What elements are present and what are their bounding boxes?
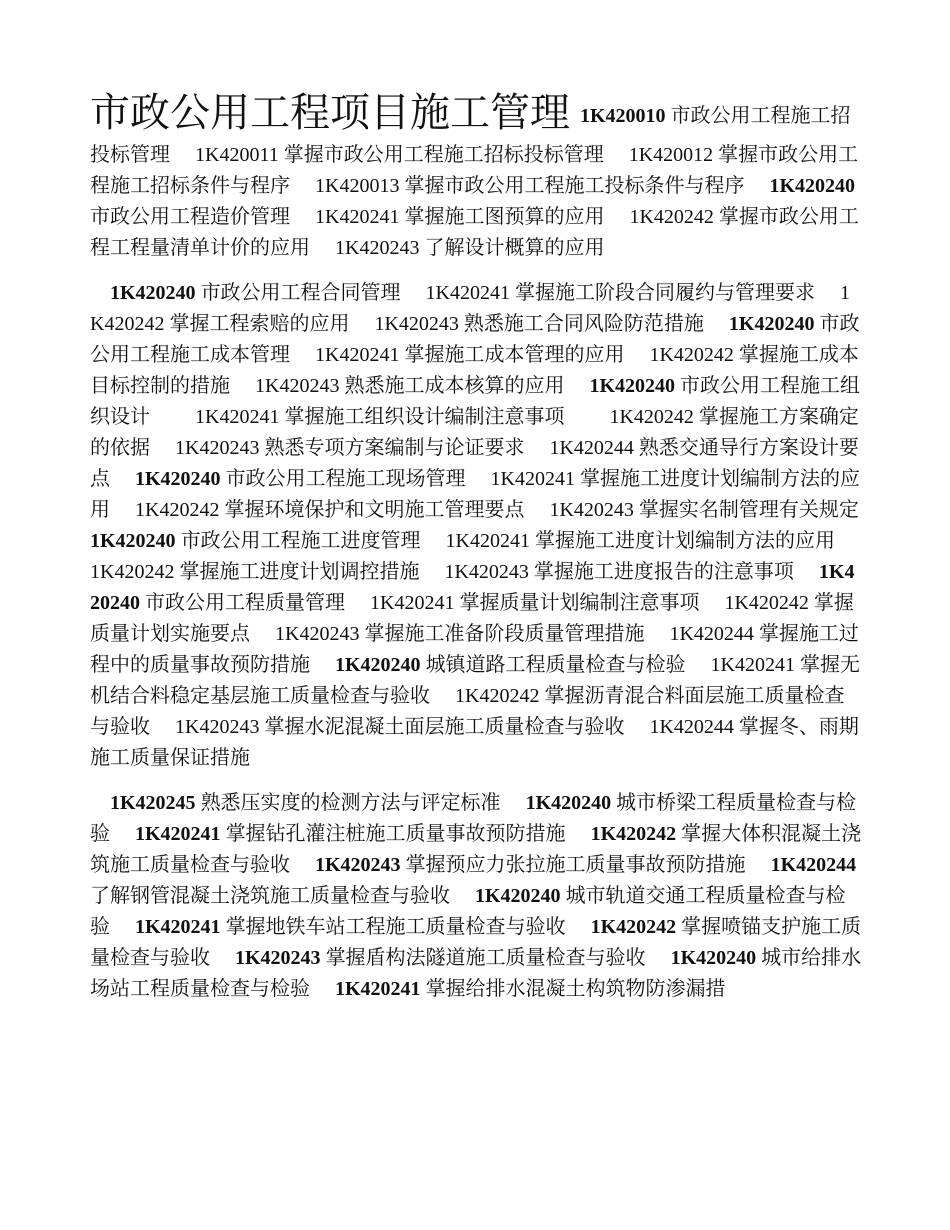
document-page (90, 86, 879, 1005)
section-code: 1K420010 (580, 105, 666, 127)
section-code: 1K420243 (315, 854, 401, 876)
section-code: 1K420240 (769, 175, 856, 197)
paragraph-text: 掌握预应力张拉施工质量事故预防措施 (400, 854, 771, 876)
paragraph-text: 城市给排水场站工程质量检查与检验 (90, 947, 862, 1000)
section-code: 1K420242 (590, 916, 677, 938)
paragraph-text: 掌握大体积混凝土浇筑施工质量检查与验收 (90, 823, 862, 876)
section-code: 1K420243 (235, 947, 321, 969)
paragraph-text: 掌握喷锚支护施工质量检查与验收 (90, 916, 862, 969)
paragraph-text: 城市桥梁工程质量检查与检验 (90, 792, 857, 845)
section-code: 1K420245 (110, 792, 196, 814)
section-code: 1K420240 (335, 654, 421, 676)
section-code: 1K420240 (728, 313, 815, 335)
section-code: 1K420244 (770, 854, 857, 876)
paragraph-text: 市政公用工程质量管理 1K420241 掌握质量计划编制注意事项 1K420242 掌握质量计划实施要点 1K420243 掌握施工准备阶段质量管理措施 1K420244 掌握施工过程中的质量事故预防措施 (90, 592, 859, 676)
paragraph-text: 市政公用工程施工招投标管理 1K420011 掌握市政公用工程施工招标投标管理 1K420012 掌握市政公用工程施工招标条件与程序 1K420013 掌握市政公用工程施工投标条件与程序 (90, 105, 859, 197)
section-code: 1K420240 (110, 282, 196, 304)
paragraph-indent (90, 282, 110, 304)
section-code: 1K420240 (135, 468, 221, 490)
paragraph-text: 城镇道路工程质量检查与检验 1K420241 掌握无机结合料稳定基层施工质量检查与验收 1K420242 掌握沥青混合料面层施工质量检查与验收 1K420243 掌握水泥混凝土面层施工质量检查与验收 1K420244 掌握冬、雨期施工质量保证措施 (90, 654, 861, 769)
section-code: 1K420241 (135, 823, 221, 845)
paragraph-text: 城市轨道交通工程质量检查与检验 (90, 885, 846, 938)
paragraph-text: 熟悉压实度的检测方法与评定标准 (195, 792, 526, 814)
paragraph-text: 市政公用工程施工组织设计 1K420241 掌握施工组织设计编制注意事项 1K420242 掌握施工方案确定的依据 1K420243 熟悉专项方案编制与论证要求 1K420244 熟悉交通导行方案设计要点 (90, 375, 861, 490)
section-code: 1K420240 (90, 561, 855, 614)
section-code: 1K420241 (135, 916, 221, 938)
paragraph-text: 掌握钻孔灌注桩施工质量事故预防措施 (220, 823, 591, 845)
paragraph-text: 市政公用工程施工进度管理 1K420241 掌握施工进度计划编制方法的应用 1K420242 掌握施工进度计划调控措施 1K420243 掌握施工进度报告的注意事项 (90, 530, 861, 583)
paragraph-text: 掌握盾构法隧道施工质量检查与验收 (320, 947, 671, 969)
section-code: 1K420240 (525, 792, 612, 814)
paragraph-text: 掌握给排水混凝土构筑物防渗漏措 (420, 978, 726, 1000)
section-code: 1K420242 (590, 823, 677, 845)
paragraph-text: 了解钢管混凝土浇筑施工质量检查与验收 (90, 885, 475, 907)
paragraph-2 (90, 278, 879, 774)
section-code: 1K420240 (589, 375, 676, 397)
paragraph-3 (90, 788, 862, 1005)
paragraph-text: 市政公用工程施工成本管理 1K420241 掌握施工成本管理的应用 1K420242 掌握施工成本目标控制的措施 1K420243 熟悉施工成本核算的应用 (90, 313, 860, 397)
paragraph-text: 市政公用工程造价管理 1K420241 掌握施工图预算的应用 1K420242 掌握市政公用工程工程量清单计价的应用 1K420243 了解设计概算的应用 (90, 206, 859, 259)
section-code: 1K420241 (335, 978, 421, 1000)
section-code: 1K420240 (90, 530, 176, 552)
document-title: 市政公用工程项目施工管理 (90, 90, 570, 135)
paragraph-text: 市政公用工程施工现场管理 1K420241 掌握施工进度计划编制方法的应用 1K420242 掌握环境保护和文明施工管理要点 1K420243 掌握实名制管理有关规定 (90, 468, 879, 521)
section-code: 1K420240 (475, 885, 561, 907)
paragraph-1 (90, 86, 862, 264)
paragraph-text: 市政公用工程合同管理 1K420241 掌握施工阶段合同履约与管理要求 1K420242 掌握工程索赔的应用 1K420243 熟悉施工合同风险防范措施 (90, 282, 851, 335)
section-code: 1K420240 (670, 947, 757, 969)
paragraph-indent (90, 792, 110, 814)
paragraph-text: 掌握地铁车站工程施工质量检查与验收 (220, 916, 591, 938)
